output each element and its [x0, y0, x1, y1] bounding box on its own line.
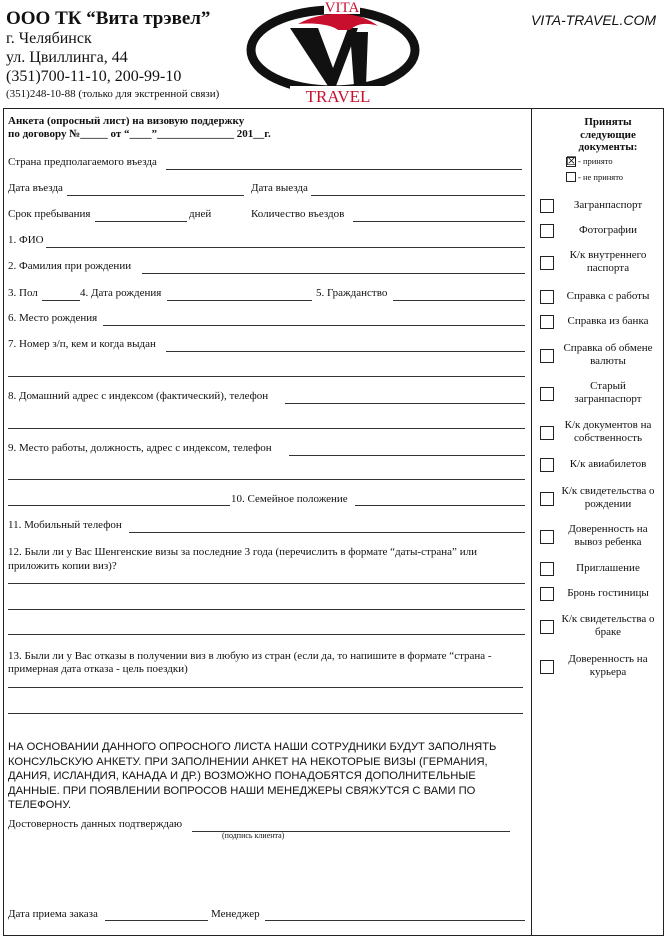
schengen-label-line2: приложить копии виз)? [8, 560, 117, 572]
refusal-label: 13. Были ли у Вас отказы в получении виз в любую из стран (если да, то напишите в формате “страна - [8, 650, 492, 662]
document-label: Справка об обмене валюты [563, 342, 653, 367]
form-title: Анкета (опросный лист) на визовую поддержку [8, 115, 245, 127]
legend-accepted-text: - принято [578, 156, 613, 166]
order-date-label: Дата приема заказа [8, 908, 98, 920]
birth-surname-label: 2. Фамилия при рождении [8, 260, 132, 272]
document-label: К/к авиабилетов [569, 458, 647, 470]
document-label: Фотографии [578, 224, 637, 236]
exit-date-field[interactable] [311, 195, 525, 196]
manager-field[interactable] [265, 920, 525, 921]
legend-not-accepted-text: - не принято [578, 172, 624, 182]
stay-field[interactable] [95, 221, 187, 222]
vita-travel-logo [238, 0, 428, 106]
document-label: К/к свидетельства о рождении [561, 485, 655, 510]
document-checkbox[interactable] [540, 290, 554, 304]
document-label: Справка с работы [566, 290, 650, 302]
document-label: Старый загранпаспорт [574, 380, 642, 405]
document-label: Бронь гостиницы [567, 587, 649, 599]
fio-label: 1. ФИО [8, 234, 44, 246]
document-checkbox[interactable] [540, 349, 554, 363]
document-checkbox[interactable] [540, 426, 554, 440]
birth-place-label: 6. Место рождения [8, 312, 98, 324]
document-checkbox[interactable] [540, 587, 554, 601]
document-label: Доверенность на курьера [568, 653, 648, 678]
legend-not-accepted-box [566, 172, 576, 182]
document-checkbox[interactable] [540, 387, 554, 401]
document-checkbox[interactable] [540, 224, 554, 238]
document-checkbox[interactable] [540, 620, 554, 634]
refusal-field-1[interactable] [8, 687, 523, 688]
company-street: ул. Цвиллинга, 44 [6, 49, 128, 66]
country-label: Страна предполагаемого въезда [8, 156, 157, 168]
document-checkbox[interactable] [540, 315, 554, 329]
documents-heading: Приняты следующие документы: [578, 116, 638, 153]
work-field-line3[interactable] [8, 505, 230, 506]
document-label: Приглашение [576, 562, 640, 574]
company-phones: (351)700-11-10, 200-99-10 [6, 68, 182, 85]
mobile-field[interactable] [129, 532, 525, 533]
work-field[interactable] [289, 455, 525, 456]
birth-surname-field[interactable] [142, 273, 525, 274]
days-label: дней [189, 208, 212, 220]
document-checkbox[interactable] [540, 492, 554, 506]
schengen-field-3[interactable] [8, 634, 525, 635]
home-address-label: 8. Домашний адрес с индексом (фактический), телефон [8, 390, 269, 402]
schengen-field-2[interactable] [8, 609, 525, 610]
passport-field-line2[interactable] [8, 376, 525, 377]
document-label: Загранпаспорт [573, 199, 643, 211]
logo-top-text: VITA [324, 0, 360, 16]
schengen-label: 12. Были ли у Вас Шенгенские визы за последние 3 года (перечислить в формате “даты-страна” или [8, 546, 477, 558]
marital-field[interactable] [355, 505, 525, 506]
document-label: К/к документов на собственность [564, 419, 652, 444]
confirm-label: Достоверность данных подтверждаю [8, 818, 183, 830]
document-label: К/к внутреннего паспорта [569, 249, 647, 274]
sex-label: 3. Пол [8, 287, 38, 299]
logo-bottom-text: TRAVEL [305, 87, 371, 106]
notice-text: НА ОСНОВАНИИ ДАННОГО ОПРОСНОГО ЛИСТА НАШИ СОТРУДНИКИ БУДУТ ЗАПОЛНЯТЬ КОНСУЛЬСКУЮ АНКЕТУ. ПРИ ЗАПОЛНЕНИИ АНКЕТ НА НЕКОТОРЫЕ ВИЗЫ (ГЕРМАНИЯ, ДАНИЯ, ИСЛАНДИЯ, КАНАДА И ДР.) ВОЗМОЖНО ПОНАДОБЯТСЯ ДОПОЛНИТЕЛЬНЫЕ ДАННЫЕ. ПРИ ПОЯВЛЕНИИ ВОПРОСОВ НАШИ МЕНЕДЖЕРЫ СВЯЖУТСЯ С ВАМИ ПО ТЕЛЕФОНУ. [8, 741, 497, 811]
document-checkbox[interactable] [540, 530, 554, 544]
company-name: ООО ТК “Вита трэвел” [6, 8, 211, 29]
citizenship-label: 5. Гражданство [316, 287, 388, 299]
exit-date-label: Дата выезда [251, 182, 308, 194]
entries-count-field[interactable] [353, 221, 525, 222]
stay-label: Срок пребывания [8, 208, 91, 220]
birth-place-field[interactable] [103, 325, 525, 326]
citizenship-field[interactable] [393, 300, 525, 301]
passport-label: 7. Номер з/п, кем и когда выдан [8, 338, 156, 350]
home-address-field[interactable] [285, 403, 525, 404]
home-address-field-line2[interactable] [8, 428, 525, 429]
document-label: Доверенность на вывоз ребенка [568, 523, 648, 548]
website-link[interactable]: VITA-TRAVEL.COM [531, 12, 656, 28]
mobile-label: 11. Мобильный телефон [8, 519, 122, 531]
legend-accepted-box [566, 154, 577, 168]
sex-field[interactable] [42, 300, 80, 301]
emergency-phone: (351)248-10-88 (только для экстренной связи) [6, 88, 220, 100]
document-label: Справка из банка [567, 315, 649, 327]
entry-date-label: Дата въезда [8, 182, 63, 194]
document-checkbox[interactable] [540, 562, 554, 576]
company-city: г. Челябинск [6, 30, 92, 47]
schengen-field-1[interactable] [8, 583, 525, 584]
signature-caption: (подпись клиента) [222, 831, 285, 840]
country-field[interactable] [166, 169, 522, 170]
document-checkbox[interactable] [540, 660, 554, 674]
document-checkbox[interactable] [540, 199, 554, 213]
contract-line: по договору №_____ от “____”______________ 201__г. [8, 128, 271, 140]
passport-field[interactable] [166, 351, 525, 352]
birth-date-label: 4. Дата рождения [80, 287, 162, 299]
fio-field[interactable] [46, 247, 525, 248]
marital-label: 10. Семейное положение [231, 493, 348, 505]
document-checkbox[interactable] [540, 256, 554, 270]
document-label: К/к свидетельства о браке [561, 613, 655, 638]
entry-date-field[interactable] [67, 195, 244, 196]
document-checkbox[interactable] [540, 458, 554, 472]
column-divider [531, 108, 532, 936]
birth-date-field[interactable] [167, 300, 312, 301]
refusal-field-2[interactable] [8, 713, 523, 714]
manager-label: Менеджер [211, 908, 260, 920]
entries-count-label: Количество въездов [251, 208, 345, 220]
work-label: 9. Место работы, должность, адрес с индексом, телефон [8, 442, 272, 454]
order-date-field[interactable] [105, 920, 208, 921]
work-field-line2[interactable] [8, 479, 525, 480]
refusal-label-line2: примерная дата отказа - цель поездки) [8, 663, 188, 675]
legend-checked-icon: ☒ [566, 154, 577, 168]
